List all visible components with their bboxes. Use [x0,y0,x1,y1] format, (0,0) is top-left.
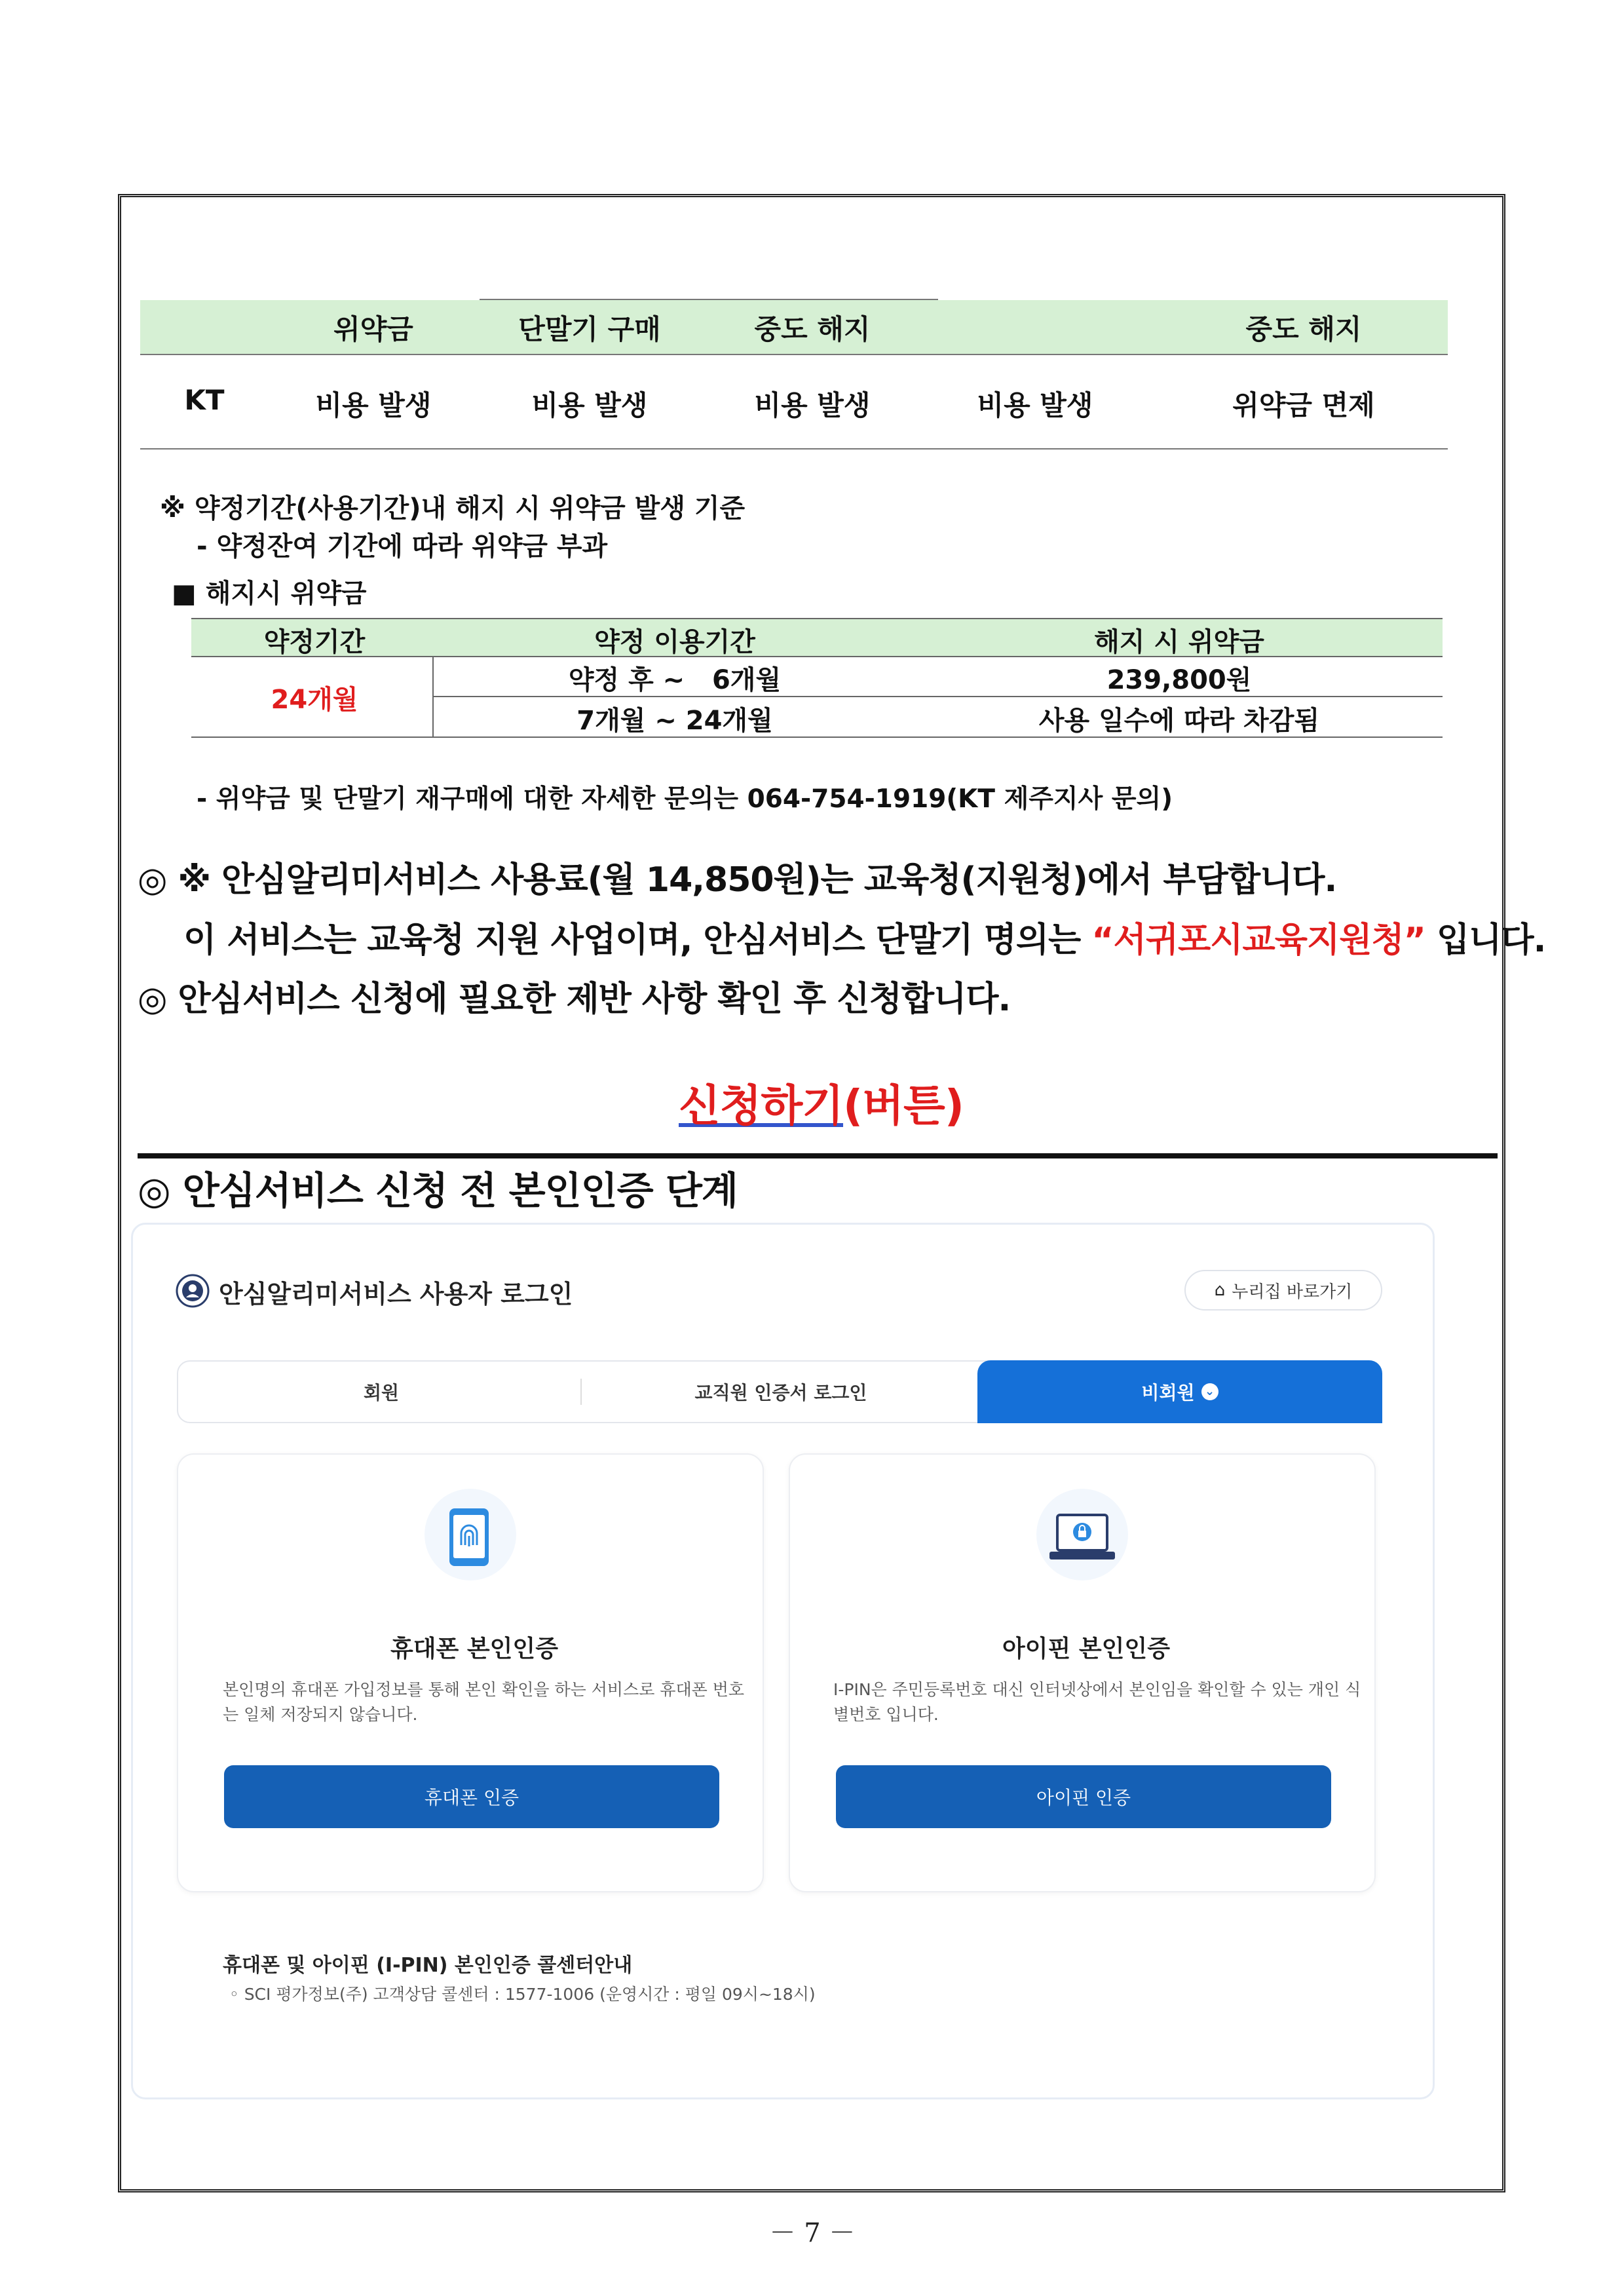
paragraph-owner [183,912,1545,961]
callcenter-text: ◦ SCI 평가정보(주) 고객상담 콜센터 : 1577-1006 (운영시간 : 평일 09시~18시) [229,1985,816,2004]
section-title: ■ 해지시 위약금 [172,579,367,609]
page-number: － 7 － [769,2218,856,2248]
table2-header-period: 약정기간 [263,627,366,657]
tab-divider [580,1379,582,1405]
chevron-down-icon: ⌄ [1201,1383,1218,1400]
tab-teacher-cert[interactable]: 교직원 인증서 로그인 [694,1382,867,1404]
home-button-label: 누리집 바로가기 [1232,1282,1353,1302]
table2-term: 약정 후 ~ 6개월 [568,665,782,695]
table1-cell: 비용 발생 [754,389,871,421]
table1-bottom-line [140,448,1448,450]
table1-cell: 위약금 면제 [1232,389,1375,421]
paragraph-owner-b: 입니다. [1425,921,1546,960]
home-icon: ⌂ [1214,1280,1226,1300]
table2-header-fee: 해지 시 위약금 [1094,627,1264,657]
paragraph-confirm: ◎ 안심서비스 신청에 필요한 제반 사항 확인 후 신청합니다. [138,980,1011,1019]
note-basis: ※ 약정기간(사용기간)내 해지 시 위약금 발생 기준 [160,493,746,524]
table2-period-value: 24개월 [271,685,358,715]
ipin-auth-title: 아이핀 본인인증 [1002,1636,1170,1662]
table1-cell: 비용 발생 [977,389,1093,421]
owner-name-highlight: “서귀포시교육지원청” [1091,921,1426,960]
tab-member[interactable]: 회원 [363,1382,400,1404]
login-title: 안심알리미서비스 사용자 로그인 [219,1280,573,1309]
tab-non-member-label: 비회원 [1141,1382,1195,1404]
table1-cell: 비용 발생 [531,389,648,421]
table2-fee: 239,800원 [1106,665,1252,695]
logo-icon [176,1274,210,1308]
paragraph-fee: ◎ ※ 안심알리미서비스 사용료(월 14,850원)는 교육청(지원청)에서 부담합니다. [138,860,1337,900]
inquiry-note: - 위약금 및 단말기 재구매에 대한 자세한 문의는 064-754-1919(KT 제주지사 문의) [197,784,1173,814]
section-divider [138,1153,1498,1158]
apply-suffix: (버튼) [843,1081,964,1131]
phone-auth-title: 휴대폰 본인인증 [390,1636,558,1662]
note-basis-sub: - 약정잔여 기간에 따라 위약금 부과 [197,531,608,562]
table1-cell: 비용 발생 [315,389,432,421]
ipin-auth-desc: I-PIN은 주민등록번호 대신 인터넷상에서 본인임을 확인할 수 있는 개인 식별번호 입니다. [833,1680,1361,1724]
table1-header-cancel-2: 중도 해지 [1245,313,1362,345]
table2-header-usage: 약정 이용기간 [594,627,755,657]
apply-button[interactable] [679,1071,964,1133]
paragraph-owner-a: 이 서비스는 교육청 지원 사업이며, 안심서비스 단말기 명의는 [183,921,1092,960]
table1-header-cancel: 중도 해지 [754,313,871,345]
table1-header-topline [480,299,938,300]
phone-fingerprint-icon [445,1507,495,1567]
phone-auth-desc: 본인명의 휴대폰 가입정보를 통해 본인 확인을 하는 서비스로 휴대폰 번호는 일체 저장되지 않습니다. [223,1680,745,1724]
table2-fee: 사용 일수에 따라 차감됨 [1038,706,1320,736]
ipin-auth-button[interactable]: 아이핀 인증 [836,1765,1331,1828]
callcenter-title: 휴대폰 및 아이핀 (I-PIN) 본인인증 콜센터안내 [223,1954,633,1977]
table2-term: 7개월 ~ 24개월 [576,706,773,736]
apply-link[interactable]: 신청하기 [679,1081,844,1131]
phone-auth-button[interactable]: 휴대폰 인증 [224,1765,719,1828]
home-button[interactable] [1184,1270,1382,1311]
table1-carrier: KT [184,384,225,416]
auth-heading: ◎ 안심서비스 신청 전 본인인증 단계 [138,1168,738,1213]
laptop-lock-icon [1048,1512,1116,1562]
tab-non-member[interactable] [977,1360,1382,1423]
table1-header-device: 단말기 구매 [518,313,661,345]
table1-header-penalty: 위약금 [333,313,413,345]
